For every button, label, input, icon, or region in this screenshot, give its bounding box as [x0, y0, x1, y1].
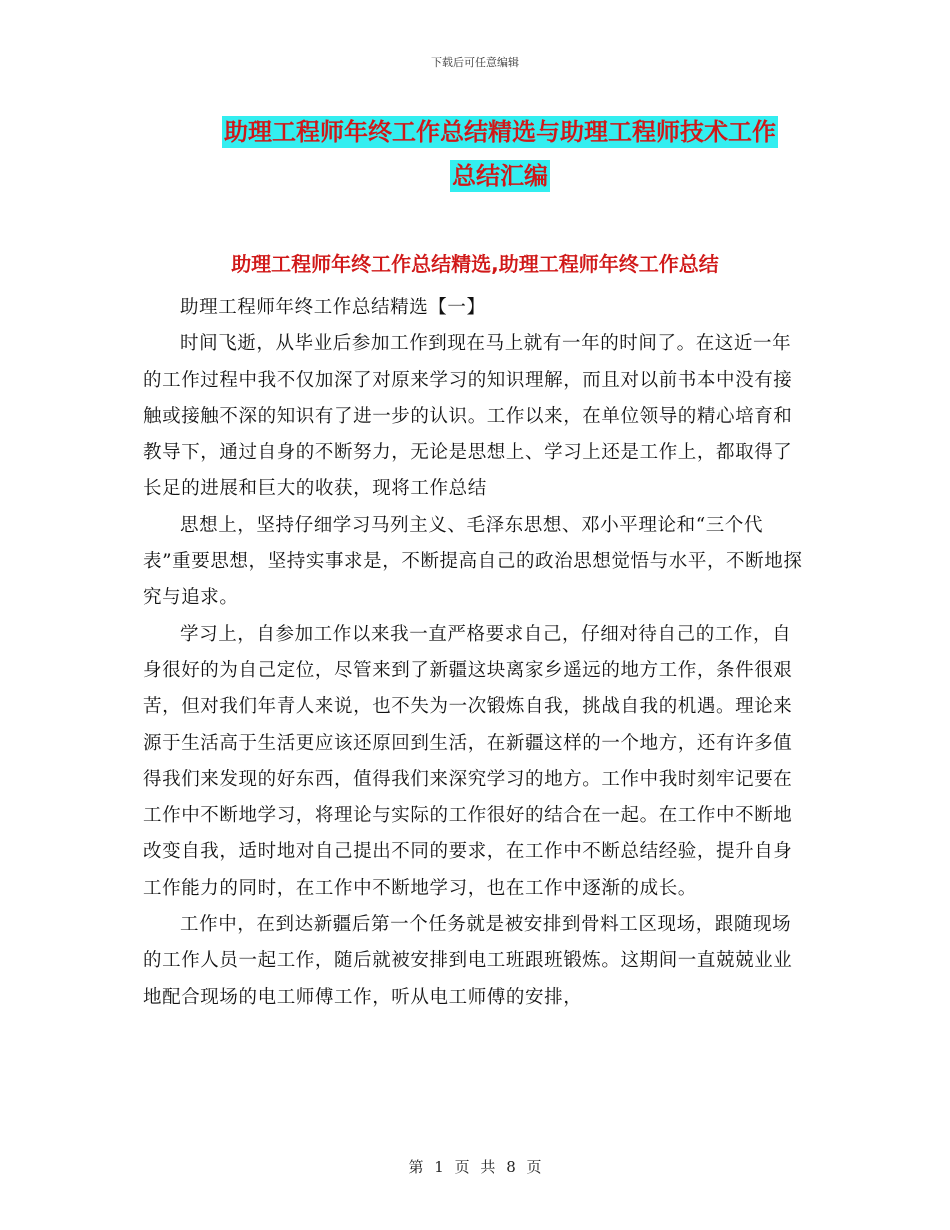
header-note: 下载后可任意编辑: [431, 56, 519, 69]
paragraph: 时间飞逝，从毕业后参加工作到现在马上就有一年的时间了。在这近一年的工作过程中我不仅加深了对原来学习的知识理解，而且对以前书本中没有接触或接触不深的知识有了进一步的认识。工作以来，在单位领导的精心培育和教导下，通过自身的不断努力，无论是思想上、学习上还是工作上，都取得了长足的进展和巨大的收获，现将工作总结: [143, 333, 793, 500]
document-title-line2: 总结汇编: [452, 162, 548, 190]
paragraph: 思想上，坚持仔细学习马列主义、毛泽东思想、邓小平理论和“三个代表”重要思想，坚持实事求是，不断提高自己的政治思想觉悟与水平，不断地探究与追求。: [143, 514, 803, 609]
document-title-line1: 助理工程师年终工作总结精选与助理工程师技术工作: [224, 118, 776, 146]
page-total: 8: [506, 1158, 516, 1176]
footer-mid2: 共: [480, 1158, 496, 1176]
section-title: 助理工程师年终工作总结精选,助理工程师年终工作总结: [231, 252, 719, 276]
paragraph: 工作中，在到达新疆后第一个任务就是被安排到骨料工区现场，跟随现场的工作人员一起工作，随后就被安排到电工班跟班锻炼。这期间一直兢兢业业地配合现场的电工师傅工作，听从电工师傅的安排，: [143, 914, 793, 1008]
footer-prefix: 第: [408, 1158, 424, 1176]
page-number: 1: [434, 1158, 444, 1176]
paragraph-heading: 助理工程师年终工作总结精选【一】: [180, 297, 486, 318]
paragraph: 学习上，自参加工作以来我一直严格要求自己，仔细对待自己的工作，自身很好的为自己定位，尽管来到了新疆这块离家乡遥远的地方工作，条件很艰苦，但对我们年青人来说，也不失为一次锻炼自我，挑战自我的机遇。理论来源于生活高于生活更应该还原回到生活，在新疆这样的一个地方，还有许多值得我们来发现的好东西，值得我们来深究学习的地方。工作中我时刻牢记要在工作中不断地学习，将理论与实际的工作很好的结合在一起。在工作中不断地改变自我，适时地对自己提出不同的要求，在工作中不断总结经验，提升自身工作能力的同时，在工作中不断地学习，也在工作中逐渐的成长。: [143, 623, 793, 899]
page-footer: [0, 1156, 950, 1177]
document-title: [185, 110, 815, 198]
footer-suffix: 页: [526, 1158, 542, 1176]
footer-mid1: 页: [454, 1158, 470, 1176]
body-text: [143, 290, 805, 1016]
